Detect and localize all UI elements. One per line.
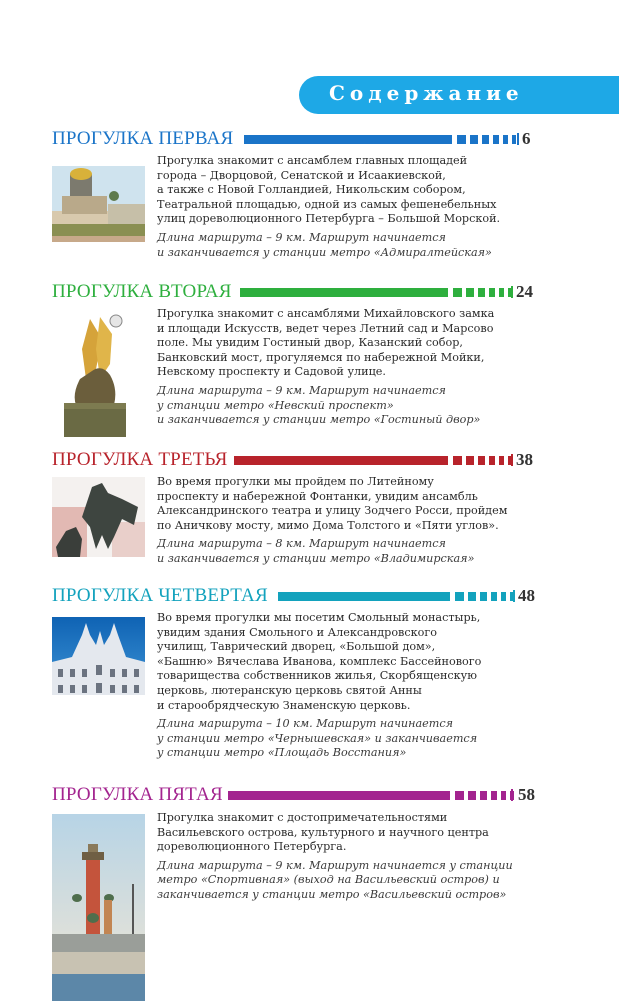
entry-description: Прогулка знакомит с ансамблями Михайловского замка и площади Искусств, ведет через Летний сад и Марсово поле. Мы увидим Гостиный двор, Казанский собор, Банковский мост, прогуляемся по набережной Мойки, Невскому проспекту и Садовой улице.: [157, 307, 495, 379]
entry-bar: [240, 288, 448, 297]
entry-title[interactable]: ПРОГУЛКА ПЕРВАЯ: [52, 128, 234, 149]
rostral-column-image: [52, 814, 145, 1001]
entry-body: [157, 475, 567, 567]
entry-bar: [234, 456, 448, 465]
entry-tick: [513, 590, 515, 602]
entry-page-number[interactable]: 6: [522, 129, 531, 148]
griffin-statue-image: [52, 309, 132, 439]
entry-body: [157, 307, 567, 428]
entry-route-info: Длина маршрута – 9 км. Маршрут начинается и заканчивается у станции метро «Адмиралтейская»: [157, 230, 492, 259]
entry-title[interactable]: ПРОГУЛКА ТРЕТЬЯ: [52, 449, 228, 470]
entry-title[interactable]: ПРОГУЛКА ЧЕТВЕРТАЯ: [52, 585, 268, 606]
entry-route-info: Длина маршрута – 10 км. Маршрут начинается у станции метро «Чернышевская» и заканчивается у станции метро «Площадь Восстания»: [157, 717, 478, 760]
entry-tick: [511, 789, 513, 801]
toc-entry-2[interactable]: [52, 281, 572, 441]
entry-dashes: [457, 135, 516, 144]
entry-header: [52, 449, 572, 471]
entry-page-number[interactable]: 58: [518, 785, 535, 804]
entry-body: [157, 611, 567, 761]
entry-page-number[interactable]: 38: [516, 450, 533, 469]
toc-entry-1[interactable]: [52, 128, 572, 268]
entry-bar: [278, 592, 450, 601]
smolny-cathedral-image: [52, 617, 145, 695]
toc-title: Содержание: [329, 81, 524, 105]
entry-dashes: [455, 791, 514, 800]
toc-entry-3[interactable]: [52, 449, 572, 569]
toc-banner: [299, 76, 619, 114]
entry-page-number[interactable]: 48: [518, 586, 535, 605]
entry-bar: [228, 791, 450, 800]
entry-title[interactable]: ПРОГУЛКА ПЯТАЯ: [52, 784, 223, 805]
entry-header: [52, 585, 572, 607]
entry-tick: [517, 133, 519, 145]
toc-entry-5[interactable]: [52, 784, 572, 1001]
entry-header: [52, 784, 572, 806]
entry-header: [52, 128, 572, 150]
anichkov-horse-image: [52, 477, 145, 557]
entry-page-number[interactable]: 24: [516, 282, 533, 301]
toc-entry-4[interactable]: [52, 585, 572, 770]
entry-header: [52, 281, 572, 303]
entry-dashes: [455, 592, 514, 601]
entry-title[interactable]: ПРОГУЛКА ВТОРАЯ: [52, 281, 232, 302]
entry-dashes: [453, 456, 512, 465]
isaac-cathedral-image: [52, 166, 145, 242]
entry-description: Во время прогулки мы пройдем по Литейному проспекту и набережной Фонтанки, увидим ансамбль Александринского театра и улицу Зодчего Росси, пройдем по Аничкову мосту, мимо Дома Толстого и «Пяти углов».: [157, 475, 508, 532]
entry-route-info: Длина маршрута – 9 км. Маршрут начинается у станции метро «Невский проспект» и заканчивается у станции метро «Гостиный двор»: [157, 383, 481, 427]
entry-dashes: [453, 288, 512, 297]
entry-tick: [511, 286, 513, 298]
entry-body: [157, 811, 567, 903]
entry-body: [157, 154, 567, 260]
entry-route-info: Длина маршрута – 8 км. Маршрут начинается и заканчивается у станции метро «Владимирская»: [157, 537, 475, 565]
entry-route-info: Длина маршрута – 9 км. Маршрут начинается у станции метро «Спортивная» (выход на Васильевский остров) и заканчивается у станции метро «Васильевский остров»: [157, 858, 513, 901]
entry-description: Прогулка знакомит с ансамблем главных площадей города – Дворцовой, Сенатской и Исаакиевской, а также с Новой Голландией, Никольским собором, Театральной площадью, одной из самых фешенебельных улиц дореволюционного Петербурга – Большой Морской.: [157, 154, 501, 226]
entry-bar: [244, 135, 452, 144]
entry-description: Прогулка знакомит с достопримечательностями Васильевского острова, культурного и научного центра дореволюционного Петербурга.: [157, 811, 489, 854]
entry-tick: [511, 454, 513, 466]
entry-description: Во время прогулки мы посетим Смольный монастырь, увидим здания Смольного и Александровского училищ, Таврический дворец, «Большой дом», «Башню» Вячеслава Иванова, комплекс Бассейнового товарищества собственников жилья, Скорбященскую церковь, лютеранскую церковь святой Анны и старообрядческую Знаменскую церковь.: [157, 611, 482, 712]
